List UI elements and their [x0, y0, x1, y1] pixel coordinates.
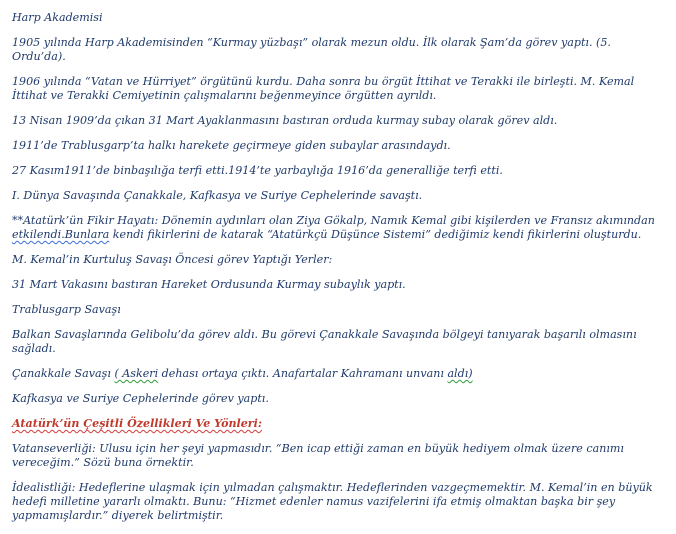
paragraph-vatanseverlik: Vatanseverliği: Ulusu için her şeyi yapmasıdır. “Ben icap ettiği zaman en büyük hediyem olmak üzere canımı vereceğim.” Sözü buna örnektir.	[12, 442, 624, 469]
paragraph-31-mart: 31 Mart Vakasını bastıran Hareket Ordusunda Kurmay subaylık yaptı.	[12, 278, 406, 291]
paragraph-gorev-yerleri: M. Kemal’in Kurtuluş Savaşı Öncesi görev Yaptığı Yerler:	[12, 253, 333, 266]
paragraph-balkan: Balkan Savaşlarında Gelibolu’da görev aldı. Bu görevi Çanakkale Savaşında bölgeyi tanıyarak başarılı olmasını sağladı.	[12, 328, 637, 355]
paragraph-1906: 1906 yılında “Vatan ve Hürriyet” örgütünü kurdu. Daha sonra bu örgüt İttihat ve Terakki ile birleşti. M. Kemal İttihat ve Terakki Cemiyetinin çalışmalarını beğenmeyince örgütten ayrıldı.	[12, 75, 635, 102]
canakkale-text-c: dehası ortaya çıktı. Anafartalar Kahramanı unvanı	[158, 367, 448, 380]
paragraph-1909: 13 Nisan 1909’da çıkan 31 Mart Ayaklanmasını bastıran orduda kurmay subay olarak görev aldı.	[12, 114, 558, 127]
paragraph-1905: 1905 yılında Harp Akademisinden “Kurmay yüzbaşı” olarak mezun oldu. İlk olarak Şam’da görev yaptı. (5. Ordu’da).	[12, 36, 611, 63]
grammar-flag-askeri: ( Askeri	[114, 367, 159, 380]
heading-text: Atatürk’ün Çeşitli Özellikleri Ve Yönleri:	[12, 417, 262, 430]
paragraph-idealistlik: İdealistliği: Hedeflerine ulaşmak için yılmadan çalışmaktır. Hedeflerinden vazgeçmemektir. M. Kemal’in en büyük hedefi milletine yararlı olmaktı. Bunu: “Hizmet edenler namus vazifelerini ifa etmiş olmaktan başka bir şey yapmamışlardır.” diyerek belirtmiştir.	[12, 481, 653, 522]
document-body	[12, 11, 668, 534]
spelling-flag-word: etkilendi.Bunlara	[12, 228, 110, 241]
canakkale-text-a: Çanakkale Savaşı	[12, 367, 115, 380]
paragraph-world-war: I. Dünya Savaşında Çanakkale, Kafkasya ve Suriye Cephelerinde savaştı.	[12, 189, 423, 202]
section-heading-ozellikler	[12, 417, 668, 431]
paragraph-kafkasya: Kafkasya ve Suriye Cephelerinde görev yaptı.	[12, 392, 269, 405]
fikir-hayati-text-a: **Atatürk’ün Fikir Hayatı: Dönemin aydınları olan Ziya Gökalp, Namık Kemal gibi kişilerden ve Fransız akımından	[12, 214, 655, 227]
paragraph-fikir-hayati	[12, 214, 668, 242]
paragraph-canakkale	[12, 367, 668, 381]
fikir-hayati-text-c: kendi fikirlerini de katarak “Atatürkçü Düşünce Sistemi” dediğimiz kendi fikirlerini oluşturdu.	[109, 228, 642, 241]
paragraph-harp-akademisi: Harp Akademisi	[12, 11, 103, 24]
paragraph-trablusgarp: Trablusgarp Savaşı	[12, 303, 121, 316]
paragraph-promotions: 27 Kasım1911’de binbaşılığa terfi etti.1914’te yarbaylığa 1916’da generalliğe terfi etti.	[12, 164, 503, 177]
paragraph-1911: 1911’de Trablusgarp’ta halkı harekete geçirmeye giden subaylar arasındaydı.	[12, 139, 451, 152]
grammar-flag-aldi: aldı)	[447, 367, 473, 380]
